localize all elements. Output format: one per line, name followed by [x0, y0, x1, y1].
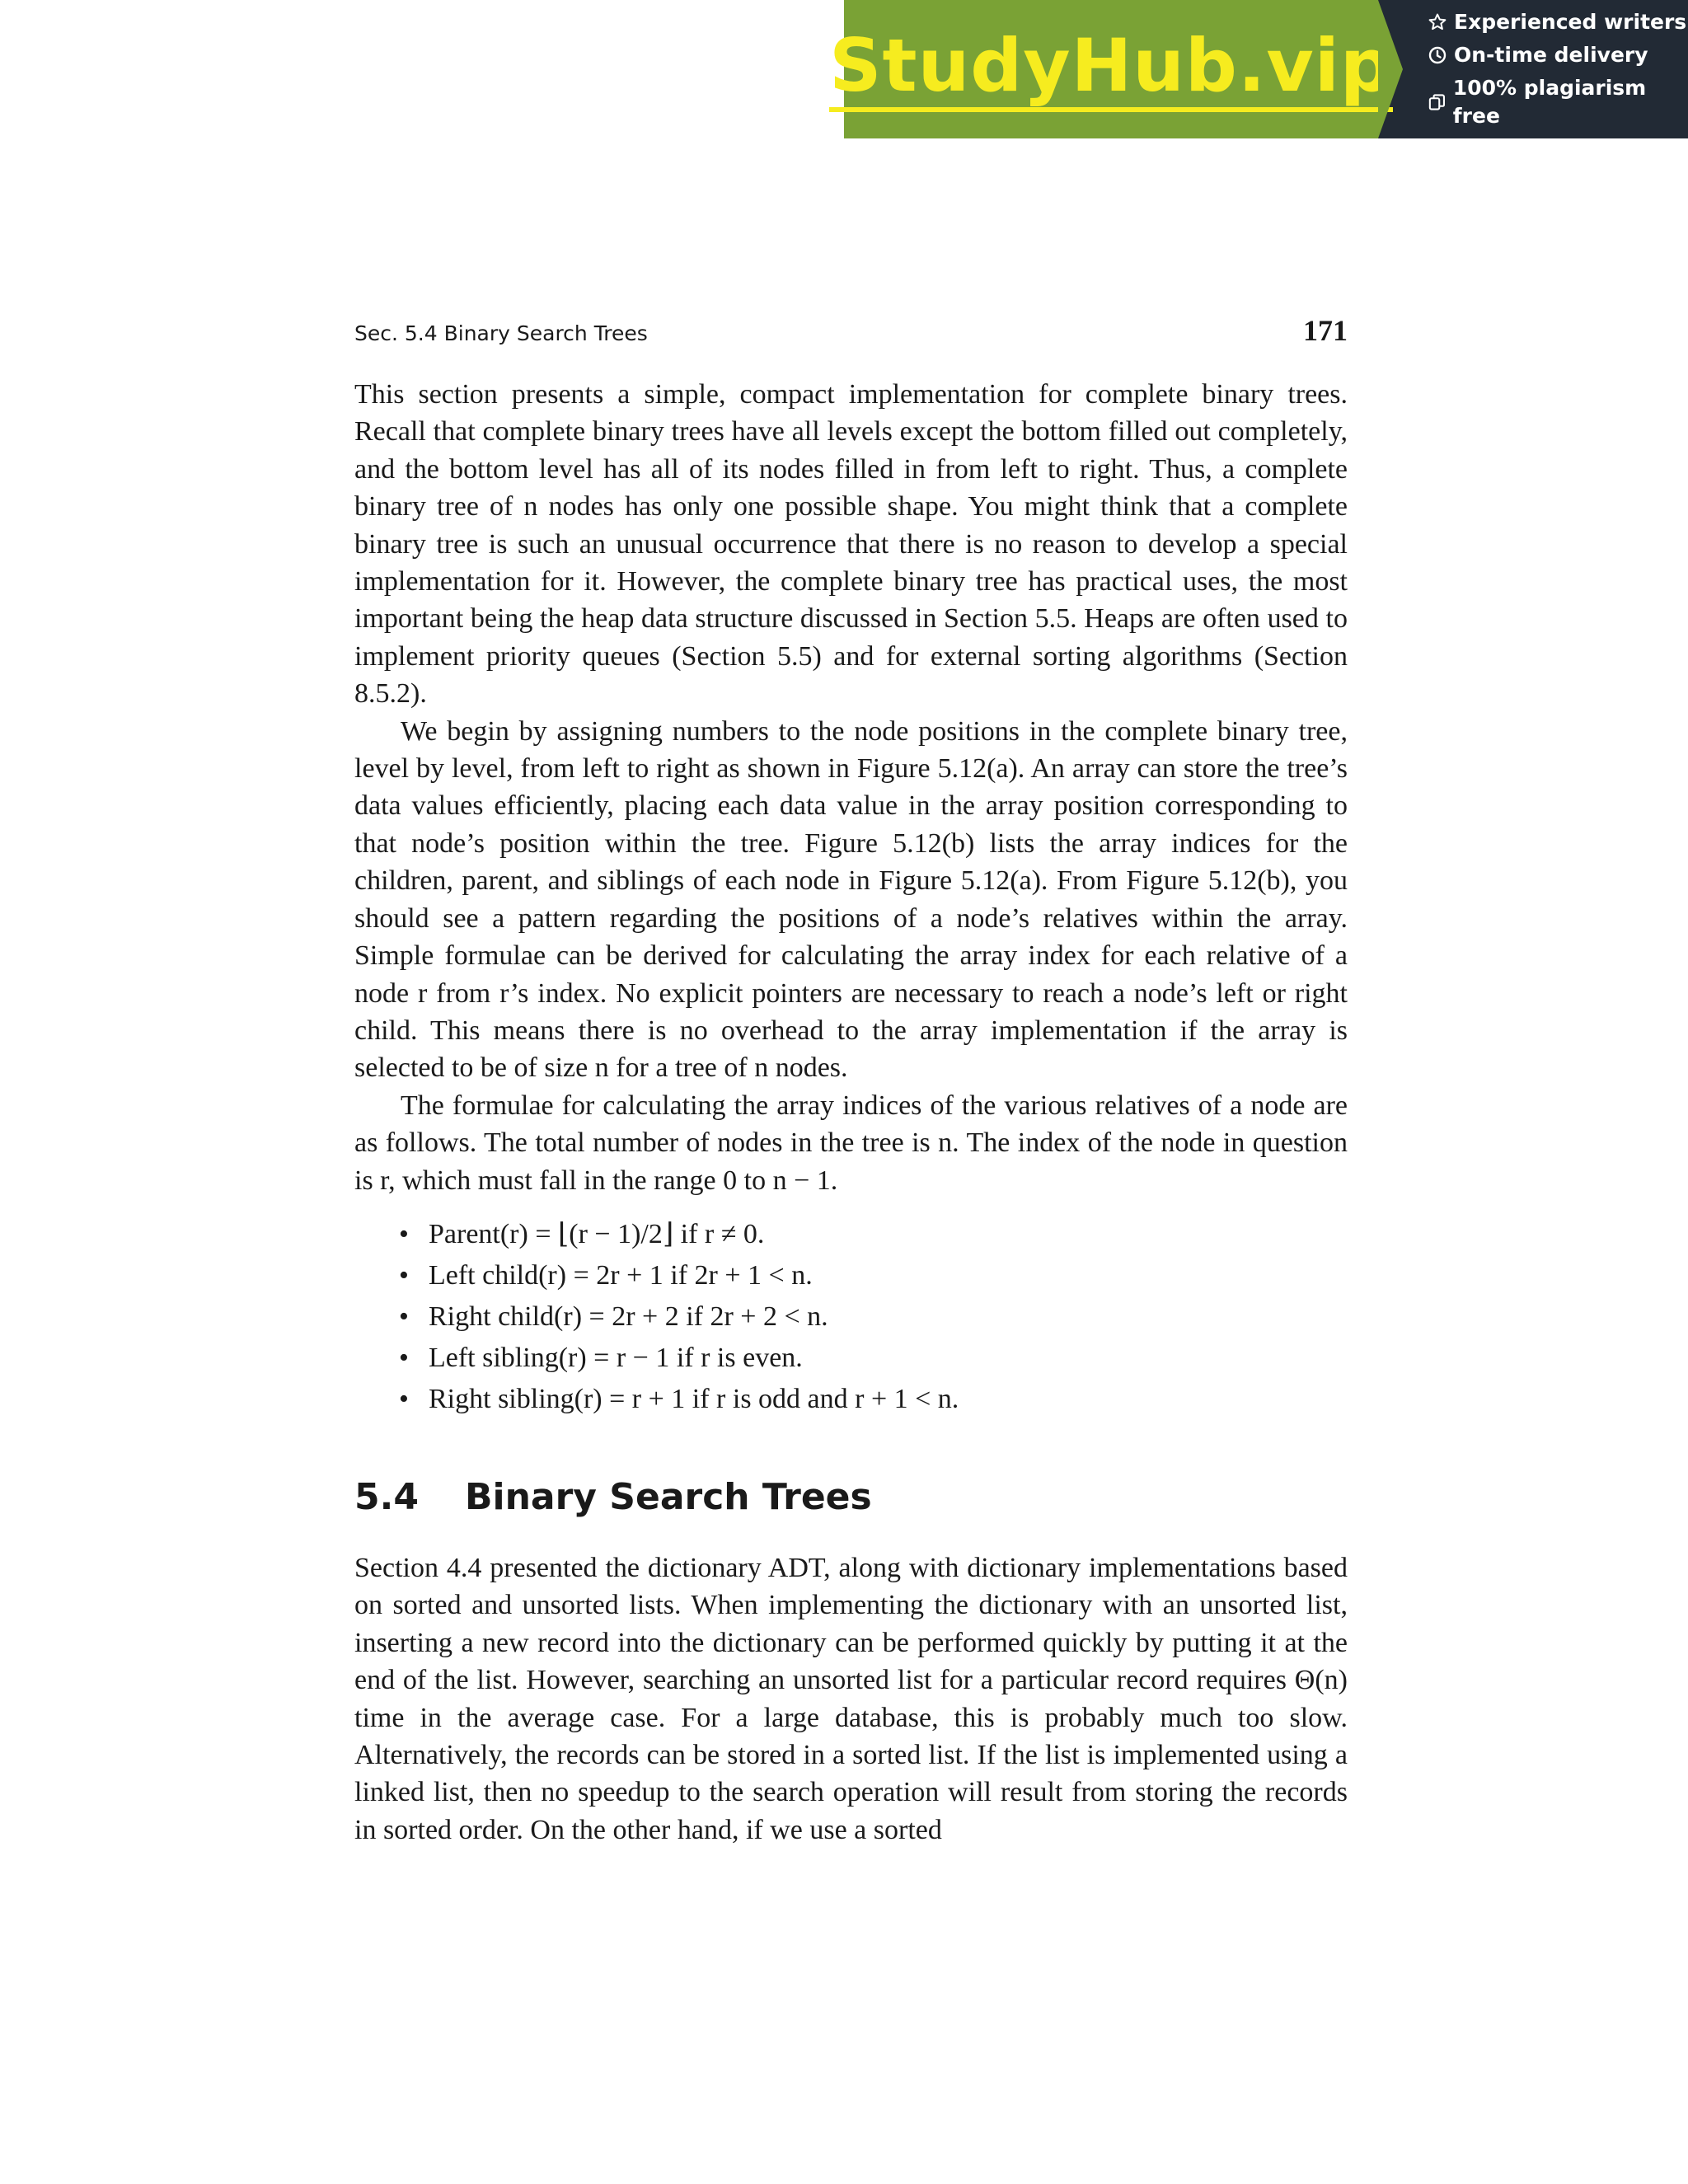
clock-icon	[1428, 45, 1447, 65]
formula-left-child: • Left child(r) = 2r + 1 if 2r + 1 < n.	[399, 1255, 1348, 1296]
paragraph-array-numbering: We begin by assigning numbers to the node positions in the complete binary tree, level by level, from left to right as shown in Figure 5.12(a). An array can store the tree’s data values efficiently, placing each data value in the array position corresponding to that node’s position within the tree. Figure 5.12(b) lists the array indices for the children, parent, and siblings of each node in Figure 5.12(a). From Figure 5.12(b), you should see a pattern regarding the positions of a node’s relatives within the array. Simple formulae can be derived for calculating the array index for each relative of a node r from r’s index. No explicit pointers are necessary to reach a node’s left or right child. This means there is no overhead to the array implementation if the array is selected to be of size n for a tree of n nodes.	[354, 715, 1348, 1084]
feature-experienced-writers	[1428, 8, 1688, 36]
formula-right-child: • Right child(r) = 2r + 2 if 2r + 2 < n.	[399, 1296, 1348, 1338]
brand-panel[interactable]	[829, 0, 1393, 138]
studyhub-banner[interactable]	[829, 0, 1688, 138]
paragraph-complete-binary-trees: This section presents a simple, compact implementation for complete binary trees. Recall that complete binary trees have all levels except the bottom filled out completely, and the bottom level has all of its nodes filled in from left to right. Thus, a complete binary tree of n nodes has only one possible shape. You might think that a complete binary tree is such an unusual occurrence that there is no reason to develop a special implementation for it. However, the complete binary tree has practical uses, the most important being the heap data structure discussed in Section 5.5. Heaps are often used to implement priority queues (Section 5.5) and for external sorting algorithms (Section 8.5.2).	[354, 379, 1348, 710]
page-number: 171	[1303, 314, 1348, 347]
feature-on-time-delivery	[1428, 41, 1688, 69]
section-number: 5.4	[354, 1475, 419, 1518]
book-page	[354, 313, 1348, 1849]
paragraph-formulae-intro: The formulae for calculating the array indices of the various relatives of a node are as follows. The total number of nodes in the tree is n. The index of the node in question is r, which must fall in the range 0 to n − 1.	[354, 1090, 1348, 1196]
paragraph-dictionary-adt: Section 4.4 presented the dictionary ADT, along with dictionary implementations based on sorted and unsorted lists. When implementing the dictionary with an unsorted list, inserting a new record into the dictionary can be performed quickly by putting it at the end of the list. However, searching an unsorted list for a particular record requires Θ(n) time in the average case. For a large database, this is probably much too slow. Alternatively, the records can be stored in a sorted list. If the list is implemented using a linked list, then no speedup to the search operation will result from storing the records in sorted order. On the other hand, if we use a sorted	[354, 1552, 1348, 1845]
running-head-section: Sec. 5.4 Binary Search Trees	[354, 321, 648, 345]
section-heading	[354, 1476, 1348, 1518]
running-head	[354, 313, 1348, 348]
feature-label: Experienced writers	[1454, 10, 1687, 34]
formulae-list	[354, 1214, 1348, 1420]
star-icon	[1428, 12, 1447, 32]
feature-label: 100% plagiarism free	[1452, 76, 1647, 128]
brand-logo[interactable]: StudyHub.vip	[829, 26, 1393, 112]
feature-list	[1378, 0, 1688, 138]
feature-plagiarism-free	[1428, 74, 1688, 130]
formula-right-sibling: • Right sibling(r) = r + 1 if r is odd and r + 1 < n.	[399, 1379, 1348, 1420]
section-title: Binary Search Trees	[464, 1475, 872, 1518]
document-copy-icon	[1428, 92, 1447, 112]
feature-label: On-time delivery	[1454, 43, 1648, 67]
formula-parent: • Parent(r) = ⌊(r − 1)/2⌋ if r ≠ 0.	[399, 1214, 1348, 1255]
formula-left-sibling: • Left sibling(r) = r − 1 if r is even.	[399, 1338, 1348, 1379]
